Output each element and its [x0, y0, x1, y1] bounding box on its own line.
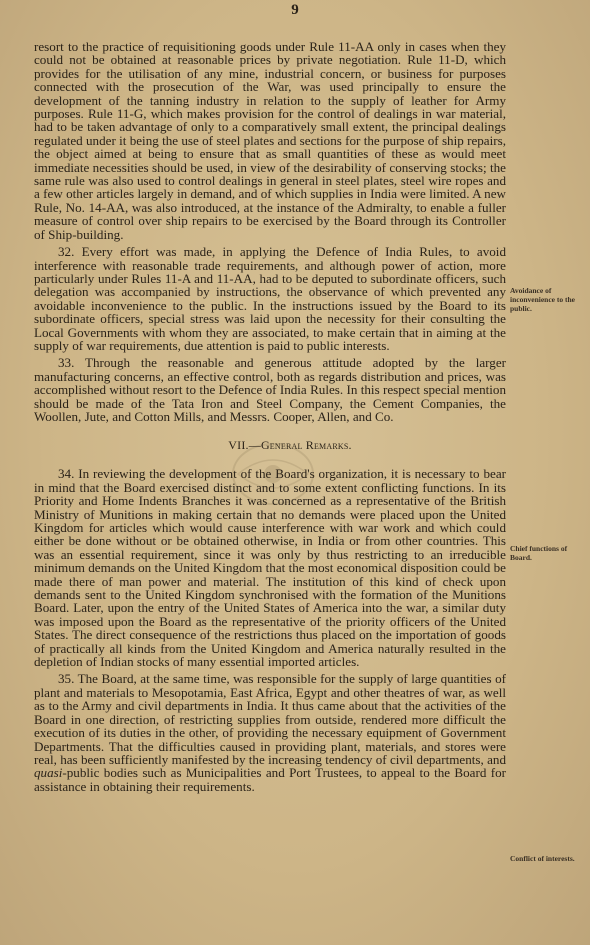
paragraph-35-text-end: -public bodies such as Municipalities and Port Trustees, to appeal to the Board for assistance in obtaining their requirements.	[34, 765, 506, 794]
section-heading: VII.—General Remarks.	[228, 438, 352, 453]
margin-note-avoidance: Avoidance of inconvenience to the public.	[510, 286, 575, 313]
paragraph-34: 34. In reviewing the development of the Board's organization, it is necessary to bear in mind that the Board exercised distinct and to some extent conflicting functions. In its Priority and Home Indents Branches it was concerned as a representative of the British Ministry of Munitions in making certain that no demands were placed upon the United Kingdom for articles which would cause interference with war work and which could either be done without or be obtained otherwise, in India or from other countries. This was an essential requirement, since it was only by thus restricting to an irreducible minimum demands on the United Kingdom that the most economical disposition could be made there of man power and material. The institution of this kind of check upon demands sent to the United Kingdom synchronised with the formation of the Munitions Board. Later, upon the entry of the United States of America into the war, a similar duty was imposed upon the Board as the representative of the priority officers of the United States. The direct consequence of the restrictions thus placed on the importation of goods of practically all kinds from the United Kingdom and America naturally resulted in the depletion of Indian stocks of many essential imported articles.	[34, 466, 506, 670]
paragraph-33: 33. Through the reasonable and generous attitude adopted by the larger manufacturing concerns, an effective control, both as regards distribution and prices, was accomplished without resort to the Defence of India Rules. In this respect special mention should be made of the Tata Iron and Steel Company, the Cement Companies, the Woollen, Jute, and Cotton Mills, and Messrs. Cooper, Allen, and Co.	[34, 355, 506, 424]
paragraph-35	[34, 672, 506, 793]
paragraph-31-continued: resort to the practice of requisitioning goods under Rule 11-AA only in cases when they could not be obtained at reasonable prices by private negotiation. Rule 11-D, which provides for the utilisation of any mine, industrial concern, or business for purposes connected with the prosecution of the War, was used principally to ensure the development of the tanning industry in relation to the supply of leather for Army purposes. Rule 11-G, which makes provision for the control of dealings in war material, had to be taken advantage of only to a comparatively small extent, the principal dealings regulated under it being the use of steel plates and sections for the purpose of ship repairs, the object aimed at being to ensure that as small quantities of these as would meet immediate necessities should be used, in view of the desirability of conserving stocks; the same rule was also used to control dealings in general in steel plates, steel wire ropes and a few other articles largely in demand, and of which supplies in India were limited. A new Rule, No. 14-AA, was also introduced, at the instance of the Admiralty, to enable a fuller measure of control over ship repairs to be exercised by the Board through its Controller of Ship-building.	[34, 39, 506, 242]
margin-note-chief-functions: Chief functions of Board.	[510, 544, 568, 562]
margin-note-conflict: Conflict of interests.	[510, 854, 575, 863]
page-number: 9	[291, 2, 299, 18]
paragraph-32: 32. Every effort was made, in applying the Defence of India Rules, to avoid interference with reasonable trade requirements, and although power of action, more particularly under Rules 11-A and 11-AA, had to be deputed to subordinate officers, such delegation was accompanied by instructions, the observance of which prevented any avoidable inconvenience to the public. In the instructions issued by the Board to its subordinate officers, special stress was laid upon the necessity for their consulting the Local Governments with whom they are associated, to make certain that in aiming at the supply of war requirements, due attention is paid to public interests.	[34, 244, 506, 353]
body-text	[34, 40, 506, 793]
paragraph-35-text-start: 35. The Board, at the same time, was responsible for the supply of large quantities of plant and materials to Mesopotamia, East Africa, Egypt and other theatres of war, as well as to the Army and civil departments in India. It thus came about that the activities of the Board in one direction, of restricting supplies from outside, rendered more difficult the execution of its duties in the other, of providing the necessary equipment of Government Departments. That the difficulties caused in providing plant, materials, and stores were real, has been sufficiently manifested by the increasing tendency of civil departments, and	[34, 671, 506, 767]
paragraph-35-italic: quasi	[34, 765, 63, 781]
